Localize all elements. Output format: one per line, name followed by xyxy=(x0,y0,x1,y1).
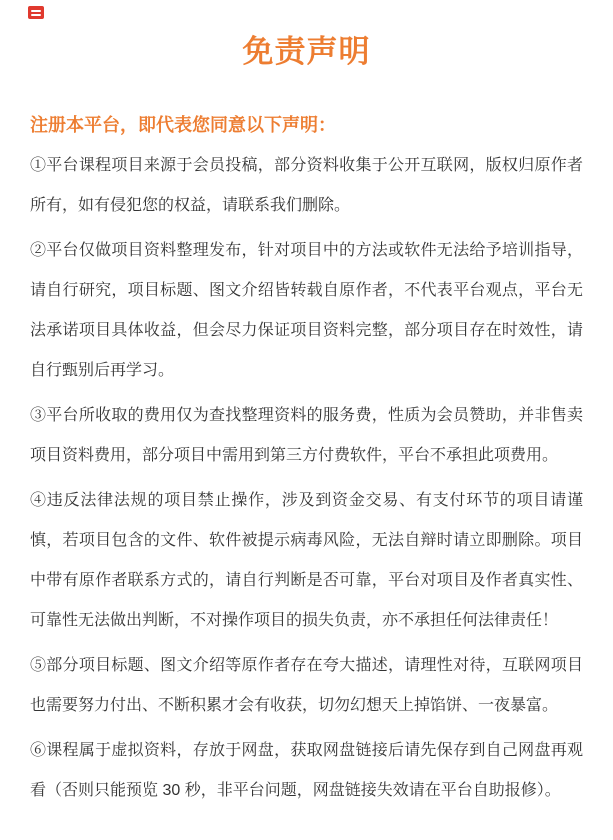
red-stamp-icon xyxy=(28,6,44,19)
disclaimer-paragraph-3: ③平台所收取的费用仅为查找整理资料的服务费，性质为会员赞助，并非售卖项目资料费用，部分项目中需用到第三方付费软件，平台不承担此项费用。 xyxy=(30,407,583,464)
disclaimer-paragraph-1: ①平台课程项目来源于会员投稿，部分资料收集于公开互联网，版权归原作者所有，如有侵犯您的权益，请联系我们删除。 xyxy=(30,157,583,214)
intro-statement: 注册本平台，即代表您同意以下声明： xyxy=(30,115,336,135)
disclaimer-paragraph-5: ⑤部分项目标题、图文介绍等原作者存在夸大描述，请理性对待，互联网项目也需要努力付出、不断积累才会有收获，切勿幻想天上掉馅饼、一夜暴富。 xyxy=(30,657,583,714)
disclaimer-paragraph-6: ⑥课程属于虚拟资料，存放于网盘，获取网盘链接后请先保存到自己网盘再观看（否则只能预览 30 秒，非平台问题，网盘链接失效请在平台自助报修）。 xyxy=(30,742,583,799)
stamp-mark xyxy=(31,10,41,12)
stamp-mark xyxy=(31,14,41,16)
disclaimer-paragraph-4: ④违反法律法规的项目禁止操作，涉及到资金交易、有支付环节的项目请谨慎，若项目包含的文件、软件被提示病毒风险，无法自辩时请立即删除。项目中带有原作者联系方式的，请自行判断是否可靠，平台对项目及作者真实性、可靠性无法做出判断，不对操作项目的损失负责，亦不承担任何法律责任！ xyxy=(30,492,583,629)
page-title: 免责声明 xyxy=(242,34,371,69)
disclaimer-paragraph-2: ②平台仅做项目资料整理发布，针对项目中的方法或软件无法给予培训指导，请自行研究，项目标题、图文介绍皆转载自原作者，不代表平台观点，平台无法承诺项目具体收益，但会尽力保证项目资料完整，部分项目存在时效性，请自行甄别后再学习。 xyxy=(30,242,583,379)
disclaimer-body xyxy=(30,146,583,811)
